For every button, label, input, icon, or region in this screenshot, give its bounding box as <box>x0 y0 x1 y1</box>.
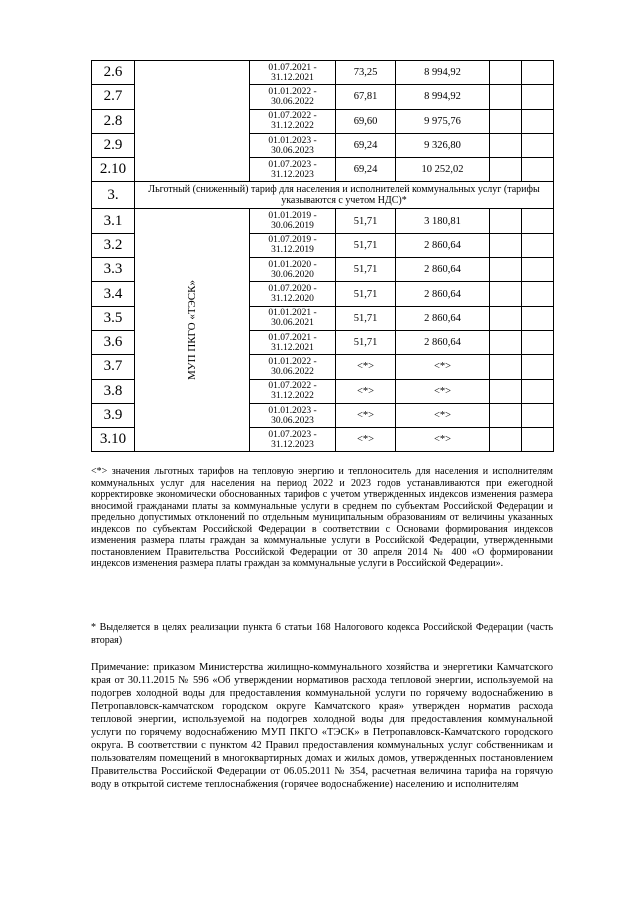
period-from: 01.01.2019 - <box>268 211 317 222</box>
remark <box>91 661 553 791</box>
period-to: 30.06.2021 <box>271 318 314 329</box>
period-from: 01.07.2019 - <box>268 235 317 246</box>
empty-cell <box>490 233 522 257</box>
period-to: 31.12.2019 <box>271 245 314 256</box>
tariff-value-1: 51,71 <box>336 330 396 354</box>
footnote-vat-text: * Выделяется в целях реализации пункта 6 статьи 168 Налогового кодекса Российской Федерации (часть вторая) <box>91 622 553 646</box>
period-from: 01.07.2023 - <box>268 429 317 440</box>
row-number: 3.8 <box>92 379 135 403</box>
row-number: 3.6 <box>92 330 135 354</box>
empty-cell <box>490 355 522 379</box>
section-number: 3. <box>92 182 135 209</box>
row-number: 2.6 <box>92 61 135 85</box>
empty-cell <box>490 61 522 85</box>
empty-cell <box>522 428 554 452</box>
period-cell <box>250 330 336 354</box>
empty-cell <box>490 133 522 157</box>
empty-cell <box>490 428 522 452</box>
period-cell <box>250 85 336 109</box>
tariff-value-1: 51,71 <box>336 209 396 233</box>
footnote-star <box>91 466 553 570</box>
period-to: 31.12.2023 <box>271 439 314 450</box>
period-from: 01.07.2021 - <box>268 62 317 73</box>
period-to: 30.06.2022 <box>271 96 314 107</box>
tariff-value-2: 2 860,64 <box>396 306 490 330</box>
period-cell <box>250 258 336 282</box>
tariff-value-2: <*> <box>396 355 490 379</box>
footnote-star-text: <*> значения льготных тарифов на тепловую энергию и теплоноситель для населения и исполнителям коммунальных услуг для населения на период 2022 и 2023 годов устанавливаются при ежегодной корректировке экономически обоснованных тарифов с учетом утвержденных индексов изменения размера вносимой гражданами платы за коммунальные услуги в среднем по субъектам Российской Федерации и предельно допустимых отклонений по отдельным муниципальным образованиям от величины указанных индексов по субъектам Российской Федерации в соответствии с Основами формирования индексов изменения размера платы граждан за коммунальные услуги в Российской Федерации, утвержденными постановлением Правительства Российской Федерации от 30 апреля 2014 № 400 «О формировании индексов изменения размера платы граждан за коммунальные услуги в Российской Федерации». <box>91 466 553 569</box>
empty-cell <box>522 330 554 354</box>
row-number: 2.8 <box>92 109 135 133</box>
empty-cell <box>490 209 522 233</box>
tariff-value-1: 51,71 <box>336 306 396 330</box>
tariff-value-1: 73,25 <box>336 61 396 85</box>
tariff-value-1: 51,71 <box>336 258 396 282</box>
tariff-value-2: 2 860,64 <box>396 282 490 306</box>
empty-cell <box>522 306 554 330</box>
period-to: 30.06.2023 <box>271 145 314 156</box>
empty-cell <box>522 133 554 157</box>
tariff-value-2: 8 994,92 <box>396 85 490 109</box>
period-cell <box>250 379 336 403</box>
section-title: Льготный (сниженный) тариф для населения и исполнителей коммунальных услуг (тарифы указываются с учетом НДС)* <box>135 182 554 209</box>
tariff-value-1: 69,24 <box>336 133 396 157</box>
table-row <box>92 209 554 233</box>
tariff-value-2: 9 975,76 <box>396 109 490 133</box>
period-to: 31.12.2022 <box>271 121 314 132</box>
period-to: 30.06.2020 <box>271 269 314 280</box>
empty-cell <box>522 209 554 233</box>
tariff-value-1: <*> <box>336 428 396 452</box>
tariff-value-1: <*> <box>336 403 396 427</box>
row-number: 3.2 <box>92 233 135 257</box>
period-to: 30.06.2022 <box>271 366 314 377</box>
row-number: 3.5 <box>92 306 135 330</box>
empty-cell <box>490 282 522 306</box>
period-to: 30.06.2019 <box>271 221 314 232</box>
period-cell <box>250 61 336 85</box>
empty-cell <box>522 109 554 133</box>
organization-name: МУП ПКГО «ТЭСК» <box>186 280 198 381</box>
period-from: 01.01.2022 - <box>268 86 317 97</box>
section-row <box>92 182 554 209</box>
tariff-value-1: <*> <box>336 355 396 379</box>
period-from: 01.01.2022 - <box>268 356 317 367</box>
tariff-table <box>91 60 554 452</box>
row-number: 2.10 <box>92 158 135 182</box>
period-from: 01.07.2023 - <box>268 159 317 170</box>
period-from: 01.07.2020 - <box>268 284 317 295</box>
empty-cell <box>522 61 554 85</box>
empty-cell <box>490 379 522 403</box>
empty-cell <box>522 158 554 182</box>
empty-cell <box>522 85 554 109</box>
tariff-value-1: <*> <box>336 379 396 403</box>
empty-cell <box>490 306 522 330</box>
period-cell <box>250 403 336 427</box>
period-from: 01.01.2020 - <box>268 259 317 270</box>
tariff-value-2: <*> <box>396 403 490 427</box>
empty-cell <box>522 355 554 379</box>
organization-cell <box>135 209 250 452</box>
footnote-vat <box>91 622 553 647</box>
row-number: 3.9 <box>92 403 135 427</box>
period-from: 01.01.2023 - <box>268 135 317 146</box>
tariff-value-2: <*> <box>396 428 490 452</box>
empty-cell <box>490 403 522 427</box>
period-from: 01.07.2021 - <box>268 332 317 343</box>
table-section-header <box>92 182 554 209</box>
row-number: 3.4 <box>92 282 135 306</box>
period-cell <box>250 233 336 257</box>
tariff-value-2: 2 860,64 <box>396 330 490 354</box>
period-to: 31.12.2021 <box>271 342 314 353</box>
empty-cell <box>522 282 554 306</box>
empty-cell <box>522 379 554 403</box>
period-to: 31.12.2021 <box>271 72 314 83</box>
period-to: 31.12.2020 <box>271 294 314 305</box>
period-cell <box>250 109 336 133</box>
period-cell <box>250 428 336 452</box>
period-to: 31.12.2022 <box>271 391 314 402</box>
period-from: 01.01.2023 - <box>268 405 317 416</box>
row-number: 3.7 <box>92 355 135 379</box>
organization-cell <box>135 61 250 182</box>
tariff-value-2: 8 994,92 <box>396 61 490 85</box>
period-from: 01.01.2021 - <box>268 308 317 319</box>
empty-cell <box>490 109 522 133</box>
tariff-value-1: 67,81 <box>336 85 396 109</box>
tariff-value-2: 2 860,64 <box>396 233 490 257</box>
empty-cell <box>490 85 522 109</box>
period-to: 30.06.2023 <box>271 415 314 426</box>
row-number: 2.9 <box>92 133 135 157</box>
empty-cell <box>522 403 554 427</box>
tariff-value-2: 9 326,80 <box>396 133 490 157</box>
empty-cell <box>522 258 554 282</box>
empty-cell <box>490 330 522 354</box>
row-number: 3.1 <box>92 209 135 233</box>
empty-cell <box>490 158 522 182</box>
row-number: 3.3 <box>92 258 135 282</box>
tariff-value-2: <*> <box>396 379 490 403</box>
tariff-value-1: 69,60 <box>336 109 396 133</box>
table-body-after <box>92 209 554 452</box>
empty-cell <box>490 258 522 282</box>
remark-text: Примечание: приказом Министерства жилищно-коммунального хозяйства и энергетики Камчатского края от 30.11.2015 № 596 «Об утверждении нормативов расхода тепловой энергии, используемой на подогрев холодной воды для предоставления коммунальной услуги по горячему водоснабжению в Петропавловск-камчатском городском округе Камчатского края» утвержден норматив расхода тепловой энергии, используемой на подогрев холодной воды для предоставления коммунальной услуги по горячему водоснабжению МУП ПКГО «ТЭСК» в Петропавловск-Камчатского городского округа. В соответствии с пунктом 42 Правил предоставления коммунальных услуг собственникам и пользователям помещений в многоквартирных домах и жилых домов, утвержденных постановлением Правительства Российской Федерации от 06.05.2011 № 354, расчетная величина тарифа на горячую воду в открытой системе теплоснабжения (горячее водоснабжение) населению и исполнителям <box>91 662 553 790</box>
table-row <box>92 61 554 85</box>
row-number: 3.10 <box>92 428 135 452</box>
tariff-value-1: 51,71 <box>336 233 396 257</box>
period-from: 01.07.2022 - <box>268 111 317 122</box>
table-body-before <box>92 61 554 182</box>
period-cell <box>250 133 336 157</box>
period-cell <box>250 355 336 379</box>
period-cell <box>250 209 336 233</box>
row-number: 2.7 <box>92 85 135 109</box>
empty-cell <box>522 233 554 257</box>
tariff-value-1: 69,24 <box>336 158 396 182</box>
tariff-value-2: 10 252,02 <box>396 158 490 182</box>
tariff-value-2: 2 860,64 <box>396 258 490 282</box>
tariff-value-2: 3 180,81 <box>396 209 490 233</box>
period-to: 31.12.2023 <box>271 169 314 180</box>
tariff-value-1: 51,71 <box>336 282 396 306</box>
period-from: 01.07.2022 - <box>268 381 317 392</box>
period-cell <box>250 282 336 306</box>
period-cell <box>250 158 336 182</box>
period-cell <box>250 306 336 330</box>
